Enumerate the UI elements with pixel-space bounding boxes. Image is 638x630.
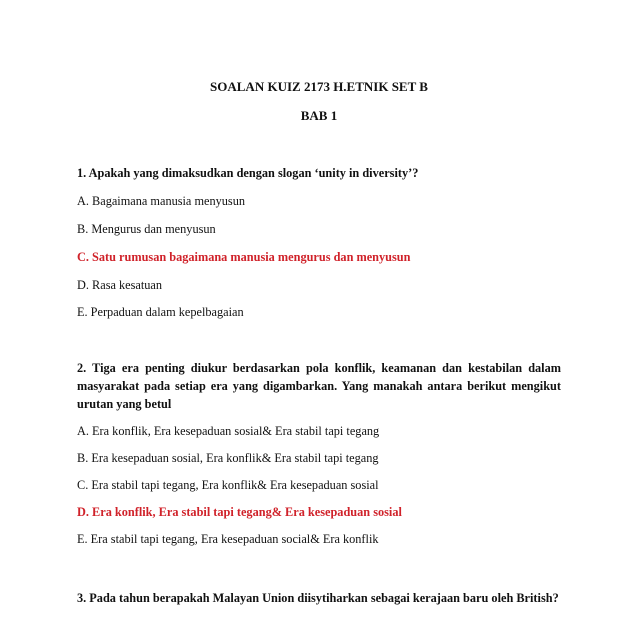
document-title: SOALAN KUIZ 2173 H.ETNIK SET B — [210, 79, 428, 94]
q1-option-c-answer: C. Satu rumusan bagaimana manusia mengurus dan menyusun — [77, 250, 411, 264]
q2-option-e: E. Era stabil tapi tegang, Era kesepaduan social& Era konflik — [77, 532, 379, 546]
q2-option-a: A. Era konflik, Era kesepaduan sosial& Era stabil tapi tegang — [77, 424, 380, 438]
q1-option-d: D. Rasa kesatuan — [77, 278, 163, 292]
question-2: 2. Tiga era penting diukur berdasarkan pola konflik, keamanan dan kestabilan dalam masyarakat pada setiap era yang digambarkan. Yang manakah antara berikut mengikut urutan yang betul — [77, 361, 561, 411]
question-1: 1. Apakah yang dimaksudkan dengan slogan ‘unity in diversity’? — [77, 166, 419, 180]
q1-option-b: B. Mengurus dan menyusun — [77, 222, 216, 236]
question-3: 3. Pada tahun berapakah Malayan Union diisytiharkan sebagai kerajaan baru oleh British? — [77, 591, 559, 605]
q2-option-c: C. Era stabil tapi tegang, Era konflik& Era kesepaduan sosial — [77, 478, 379, 492]
q1-option-a: A. Bagaimana manusia menyusun — [77, 194, 246, 208]
q2-option-b: B. Era kesepaduan sosial, Era konflik& Era stabil tapi tegang — [77, 451, 379, 465]
q2-option-d-answer: D. Era konflik, Era stabil tapi tegang& Era kesepaduan sosial — [77, 505, 402, 519]
chapter-heading: BAB 1 — [300, 108, 338, 123]
q1-option-e: E. Perpaduan dalam kepelbagaian — [77, 305, 244, 319]
